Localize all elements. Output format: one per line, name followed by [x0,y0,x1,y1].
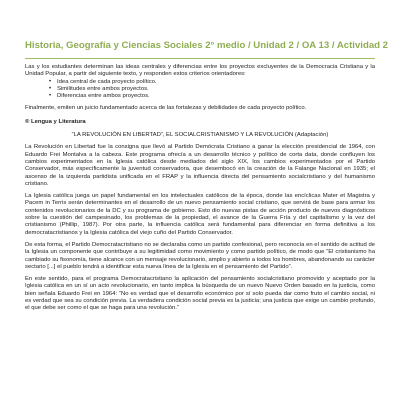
reading-title: “LA REVOLUCIÓN EN LIBERTAD”, EL SOCIALCRISTIANISMO Y LA REVOLUCIÓN (Adaptación) [71,132,329,139]
criteria-item: • Diferencias entre ambos proyectos. [57,93,375,100]
intro-paragraph: Las y los estudiantes determinan las ideas centrales y diferencias entre los proyectos excluyentes de la Democracia Cristiana y la Unidad Popular, a partir del siguiente texto, y responden estos criterios orientadores: [25,64,375,78]
reading-paragraph: La Iglesia católica juega un papel fundamental en los intelectuales católicos de la época, donde las encíclicas Mater et Magistra y Pacem in Terris serán determinantes en el desarrollo de un nuevo pensamiento social cristiano, que servirá de base para armar los contenidos revolucionarios de la DC y su programa de gobierno. Esto dio nuevas pistas de acción producto de nuevos diagnósticos sobre la cuestión del campesinado, los problemas de la propiedad, el avance de la Guerra Fría y del capitalismo y la vez del cristianismo (Phillip, 1987). Por otra parte, la influencia católica será fundamental para diferenciar en forma definitiva a los democratacristianos y la Iglesia católica del viejo cuño del Partido Conservador. [25,193,375,236]
finally-paragraph: Finalmente, emiten un juicio fundamentado acerca de las fortalezas y debilidades de cada proyecto político. [25,105,307,112]
reading-paragraph: La Revolución en Libertad fue la consigna que llevó al Partido Demócrata Cristiano a ganar la elección presidencial de 1964, con Eduardo Frei Montalva a la cabeza. Este programa ofrecía a un desarrollo técnico y político de corta data, donde confluyen los cambios experimentados en la Iglesia católica desde mediados del siglo XIX, los cambios experimentados por el Partido Conservador, más específicamente la juventud conservadora, que desembocó en la creación de la Falange Nacional en 1935; el ascenso de la izquierda partidista unificada en el FRAP y la influencia directa del pensamiento socialcristiano y del humanismo cristiano. [25,144,375,187]
title-divider [25,58,375,59]
reading-paragraph: En este sentido, para el programa Democratacristiano la aplicación del pensamiento socialcristiano promovido y aceptado por la Iglesia católica en un sí un acto revolucionario, en tanto implica la búsqueda de un nuevo Nuevo Orden basado en la justicia, como bien señala Eduardo Frei en 1964: “No es verdad que el desarrollo económico por sí solo pueda dar como fruto el cambio social, ni es verdad que sea su condición previa. La verdadera condición social previa es la justicia; una justicia que exige un cambio profundo, el que debe ser como el que se haga para una revolución.” [25,276,375,312]
reading-paragraph: De esta forma, el Partido Democratacristiano no se declaraba como un partido confesional, pero reconocía en el sentido de actitud de la Iglesia un componente que contribuye a su legitimidad como movimiento y como partido político, de modo que “El cristianismo ha cambiado su fisonomía, tiene alcance con un mensaje revolucionario, amplio y abierto a todos los hombres, abandonando su carácter sectario [...] el pueblo tendrá a identificar esta nueva línea de la Iglesia en el pensamiento del Partido”. [25,241,375,270]
section-heading: ® Lengua y Literatura [25,118,86,125]
criteria-item: • Similitudes entre ambos proyectos. [57,86,375,93]
criteria-list [25,79,375,101]
criteria-item: • Idea central de cada proyecto político. [57,79,375,86]
page-title: Historia, Geografía y Ciencias Sociales 2° medio / Unidad 2 / OA 13 / Actividad 2 [25,40,389,51]
